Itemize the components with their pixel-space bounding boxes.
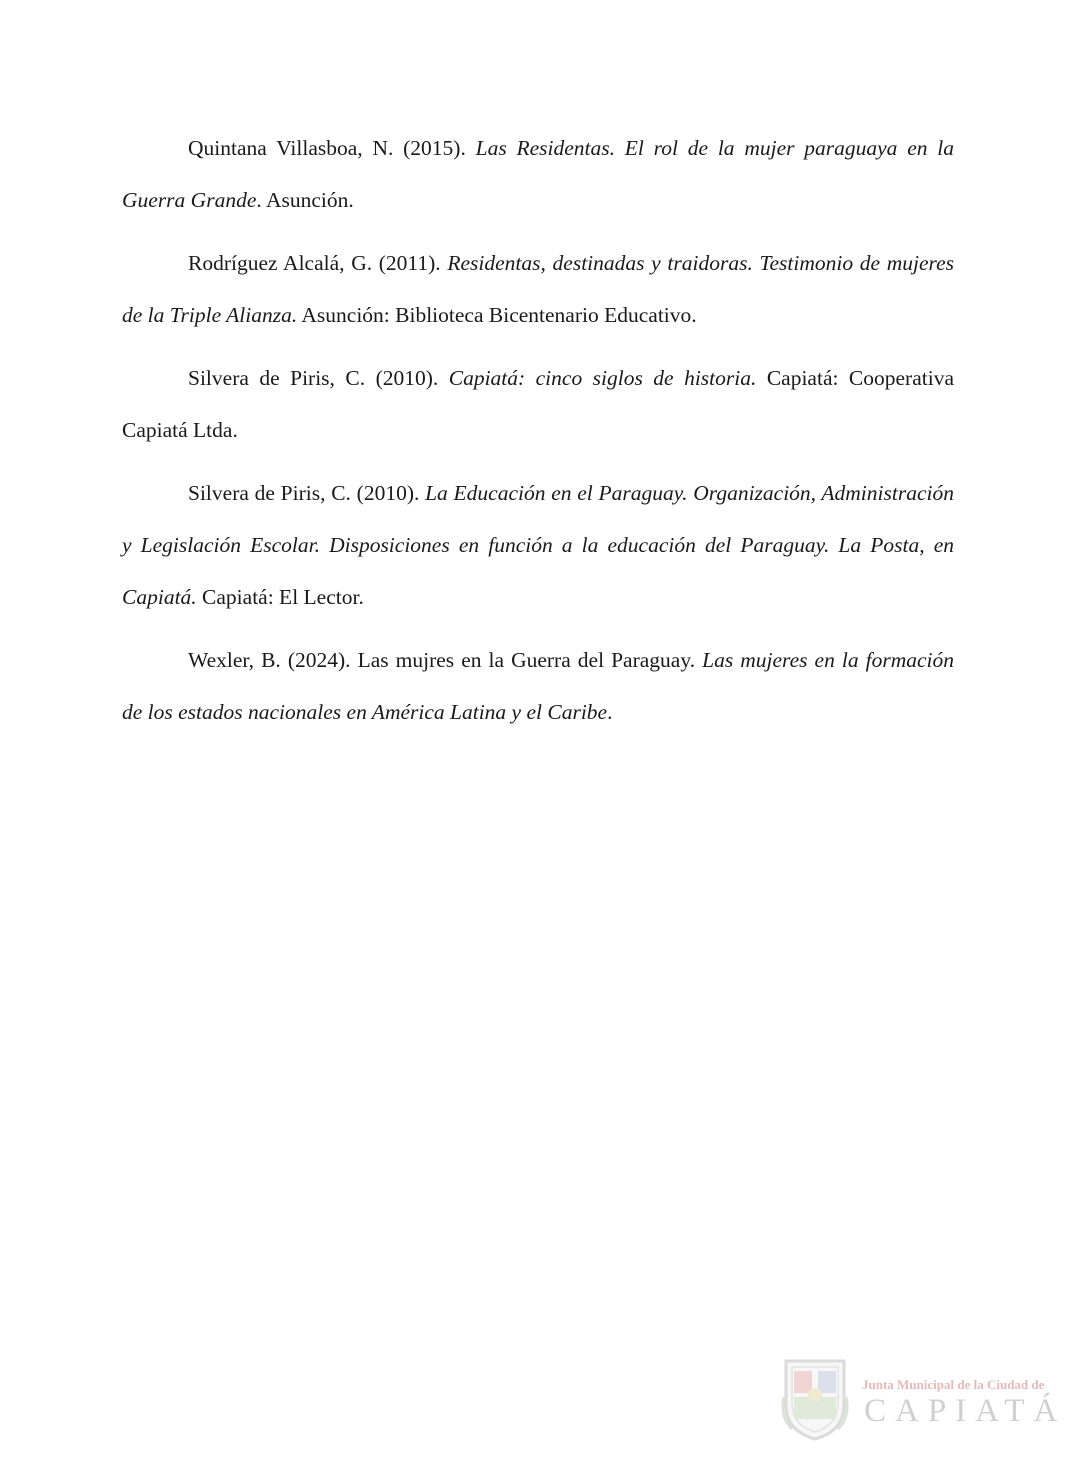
reference-entry (122, 237, 954, 341)
reference-text: Capiatá: Cooperativa Capiatá Ltda. (122, 366, 954, 442)
reference-title: La Educación en el Paraguay. Organización, Administración y Legislación Escolar. Disposiciones en función a la educación del Paraguay. La Posta, en Capiatá. (122, 481, 954, 609)
watermark (780, 1357, 1070, 1441)
coat-of-arms-icon (780, 1357, 850, 1441)
reference-text: Capiatá: El Lector. (196, 585, 364, 609)
watermark-subtitle: Junta Municipal de la Ciudad de (862, 1377, 1045, 1392)
reference-title: Residentas, destinadas y traidoras. Testimonio de mujeres de la Triple Alianza. (122, 251, 954, 327)
reference-text: Asunción: Biblioteca Bicentenario Educativo. (297, 303, 697, 327)
reference-text: Rodríguez Alcalá, G. (2011). (188, 251, 448, 275)
reference-text: . (607, 700, 613, 724)
reference-text: . Asunción. (256, 188, 354, 212)
reference-text: Wexler, B. (2024). Las mujres en la Guerra del Paraguay. (188, 648, 703, 672)
reference-text: Quintana Villasboa, N. (2015). (188, 136, 476, 160)
reference-text: Silvera de Piris, C. (2010). (188, 366, 449, 390)
reference-entry (122, 467, 954, 623)
reference-entry (122, 352, 954, 456)
reference-title: Las Residentas. El rol de la mujer paraguaya en la Guerra Grande (122, 136, 954, 212)
reference-list (122, 122, 954, 749)
reference-title: Capiatá: cinco siglos de historia. (448, 366, 757, 390)
reference-entry (122, 634, 954, 738)
reference-title: Las mujeres en la formación de los estados nacionales en América Latina y el Caribe (122, 648, 954, 724)
watermark-title: CAPIATÁ (864, 1393, 1067, 1429)
reference-entry (122, 122, 954, 226)
reference-text: Silvera de Piris, C. (2010). (188, 481, 426, 505)
